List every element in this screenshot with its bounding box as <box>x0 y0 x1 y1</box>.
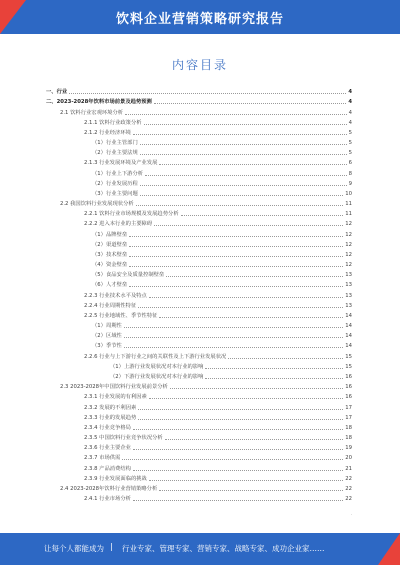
toc-page-number: 21 <box>345 465 352 472</box>
toc-page-number: 9 <box>348 180 352 187</box>
toc-entry-title: 2.3.5 中国饮料行业竞争状况分析 <box>84 435 163 442</box>
toc-entry[interactable] <box>46 319 352 329</box>
toc-entry[interactable] <box>46 116 352 126</box>
footer-separator: | <box>110 542 113 551</box>
toc-entry-title: （6）人才壁垒 <box>92 282 128 289</box>
toc-page-number: 16 <box>345 394 352 401</box>
toc-entry-title: 一、行业 <box>46 89 68 96</box>
toc-leader-dots <box>124 336 343 338</box>
toc-leader-dots <box>138 306 343 308</box>
toc-entry[interactable] <box>46 166 352 176</box>
toc-leader-dots <box>122 458 343 460</box>
toc-entry-title: （3）季节性 <box>92 343 122 350</box>
toc-entry-title: 2.1.1 饮料行业政策分析 <box>84 119 142 126</box>
toc-page-number: 22 <box>345 496 352 503</box>
toc-entry-title: 2.3.8 产品消费结构 <box>84 465 131 472</box>
toc-entry[interactable] <box>46 482 352 492</box>
toc-entry[interactable] <box>46 451 352 461</box>
toc-entry[interactable] <box>46 105 352 115</box>
toc-entry-title: （3）技术壁垒 <box>92 251 128 258</box>
toc-entry[interactable] <box>46 177 352 187</box>
toc-entry[interactable] <box>46 187 352 197</box>
toc-leader-dots <box>140 143 347 145</box>
toc-entry-title: 2.2.3 行业技术水平及特点 <box>84 292 147 299</box>
toc-entry[interactable] <box>46 472 352 482</box>
toc-entry-title: 2.3.4 行业竞争格局 <box>84 424 131 431</box>
toc-entry[interactable] <box>46 136 352 146</box>
toc-page-number: 5 <box>348 150 352 157</box>
toc-page-number: 11 <box>345 201 352 208</box>
toc-page-number: 13 <box>345 292 352 299</box>
toc-entry-title: （3）行业主要问题 <box>92 190 138 197</box>
toc-entry-title: （1）行业上下游分析 <box>92 170 144 177</box>
toc-entry-title: （1）上游行业发展状况对本行业的影响 <box>110 363 204 370</box>
toc-entry-title: （1）周期性 <box>92 323 122 330</box>
toc-page-number: 17 <box>345 404 352 411</box>
toc-entry-title: 2.2.2 进入本行业的主要障碍 <box>84 221 153 228</box>
toc-page-number: 4 <box>348 119 352 126</box>
toc-page-number: 18 <box>345 435 352 442</box>
toc-leader-dots <box>133 428 343 430</box>
toc-leader-dots <box>149 296 343 298</box>
toc-entry[interactable] <box>46 248 352 258</box>
toc-leader-dots <box>165 438 344 440</box>
toc-leader-dots <box>124 346 343 348</box>
toc-entry-title: （5）食品安全及质量控制壁垒 <box>92 272 165 279</box>
toc-leader-dots <box>140 194 344 196</box>
toc-entry-title: 二、2023-2028年饮料市场前景及趋势预测 <box>46 99 152 106</box>
toc-entry-title: 2.2.1 饮料行业市场规模及发展趋势分析 <box>84 211 179 218</box>
toc-leader-dots <box>133 133 347 135</box>
toc-leader-dots <box>125 113 347 115</box>
toc-page-number: 19 <box>345 445 352 452</box>
toc-page-number: 12 <box>345 221 352 228</box>
toc-entry-title: 2.3 2023-2028年中国饮料行业发展前景分析 <box>60 384 168 391</box>
toc-leader-dots <box>205 377 343 379</box>
toc-page-number: 4 <box>348 109 352 116</box>
toc-entry-title: 2.4 2023-2028年饮料行业营销策略分析 <box>60 485 158 492</box>
toc-leader-dots <box>166 275 343 277</box>
toc-entry-title: 2.3.2 发展的不利因素 <box>84 404 137 411</box>
toc-entry-title: （1）品牌壁垒 <box>92 231 128 238</box>
toc-entry-title: 2.3.6 行业主要企业 <box>84 445 131 452</box>
toc-entry[interactable] <box>46 268 352 278</box>
toc-leader-dots <box>159 489 343 491</box>
toc-entry[interactable] <box>46 156 352 166</box>
toc-leader-dots <box>136 204 344 206</box>
toc-page-number: 15 <box>345 363 352 370</box>
toc-page-number: 14 <box>345 343 352 350</box>
toc-entry[interactable] <box>46 146 352 156</box>
toc-entry-title: 2.4.1 行业市场分析 <box>84 496 131 503</box>
toc-leader-dots <box>154 102 346 104</box>
table-of-contents <box>46 85 352 502</box>
toc-leader-dots <box>170 387 343 389</box>
toc-leader-dots <box>129 245 343 247</box>
toc-entry[interactable] <box>46 339 352 349</box>
toc-page-number: 16 <box>345 373 352 380</box>
toc-page-number: 5 <box>348 140 352 147</box>
toc-leader-dots <box>133 448 343 450</box>
toc-entry-title: 2.2 我国饮料行业发展现状分析 <box>60 201 134 208</box>
toc-page-number: 8 <box>348 170 352 177</box>
toc-page-number: 13 <box>345 302 352 309</box>
toc-entry-title: （2）行业发展历程 <box>92 180 138 187</box>
toc-entry[interactable] <box>46 431 352 441</box>
toc-entry-title: 2.3.3 行业的发展趋势 <box>84 414 137 421</box>
toc-entry[interactable] <box>46 217 352 227</box>
toc-page-number: 18 <box>345 424 352 431</box>
header-bar <box>0 0 400 34</box>
document-title: 饮料企业营销策略研究报告 <box>115 12 284 27</box>
toc-entry[interactable] <box>46 207 352 217</box>
toc-entry[interactable] <box>46 329 352 339</box>
toc-leader-dots <box>154 224 343 226</box>
toc-leader-dots <box>145 174 347 176</box>
page-marker: · <box>350 512 352 517</box>
toc-entry[interactable] <box>46 278 352 288</box>
toc-page-number: 13 <box>345 272 352 279</box>
toc-leader-dots <box>159 316 343 318</box>
toc-page-number: 22 <box>345 485 352 492</box>
toc-entry-title: 2.2.5 行业地域性、季节性特征 <box>84 312 158 319</box>
toc-entry[interactable] <box>46 95 352 105</box>
toc-entry[interactable] <box>46 421 352 431</box>
toc-entry[interactable] <box>46 492 352 502</box>
toc-entry-title: （4）资金壁垒 <box>92 262 128 269</box>
toc-entry-title: 2.1 饮料行业宏观环境分析 <box>60 109 124 116</box>
toc-entry-title: （1）行业主管部门 <box>92 140 138 147</box>
toc-entry[interactable] <box>46 197 352 207</box>
toc-entry-title: 2.3.1 行业发展的有利因素 <box>84 394 147 401</box>
toc-leader-dots <box>133 469 343 471</box>
toc-page-number: 5 <box>348 129 352 136</box>
toc-leader-dots <box>129 265 343 267</box>
toc-page-number: 12 <box>345 241 352 248</box>
toc-leader-dots <box>129 255 343 257</box>
toc-leader-dots <box>69 92 346 94</box>
toc-leader-dots <box>181 214 344 216</box>
toc-entry[interactable] <box>46 441 352 451</box>
toc-entry[interactable] <box>46 299 352 309</box>
toc-entry[interactable] <box>46 411 352 421</box>
toc-entry[interactable] <box>46 390 352 400</box>
toc-page-number: 22 <box>345 475 352 482</box>
toc-page-number: 14 <box>345 333 352 340</box>
toc-entry-title: （2）行业主要法规 <box>92 150 138 157</box>
toc-entry[interactable] <box>46 85 352 95</box>
toc-entry[interactable] <box>46 360 352 370</box>
toc-entry[interactable] <box>46 227 352 237</box>
toc-entry[interactable] <box>46 370 352 380</box>
footer-accent-shape <box>378 533 400 565</box>
toc-leader-dots <box>149 397 343 399</box>
toc-entry-title: （2）渠道壁垒 <box>92 241 128 248</box>
toc-entry-title: 2.3.9 行业发展面临的挑战 <box>84 475 147 482</box>
toc-page-number: 11 <box>345 211 352 218</box>
toc-entry-title: 2.1.2 行业经济环境 <box>84 129 131 136</box>
toc-entry[interactable] <box>46 258 352 268</box>
toc-leader-dots <box>124 326 343 328</box>
footer-roles: 行业专家、管理专家、营销专家、战略专家、成功企业家…… <box>122 544 325 553</box>
toc-entry-title: 2.2.4 行业周期性特征 <box>84 302 137 309</box>
toc-page-number: 10 <box>345 190 352 197</box>
toc-page-number: 20 <box>345 455 352 462</box>
toc-entry[interactable] <box>46 309 352 319</box>
toc-entry[interactable] <box>46 288 352 298</box>
toc-entry[interactable] <box>46 126 352 136</box>
toc-entry-title: （2）下游行业发展状况对本行业的影响 <box>110 373 204 380</box>
toc-leader-dots <box>133 499 343 501</box>
toc-entry-title: 2.3.7 市场供需 <box>84 455 121 462</box>
toc-page-number: 14 <box>345 312 352 319</box>
toc-page-number: 17 <box>345 414 352 421</box>
toc-page-number: 4 <box>348 89 352 96</box>
toc-page-number: 6 <box>348 160 352 167</box>
toc-leader-dots <box>129 285 343 287</box>
toc-entry-title: 2.1.3 行业发展环境及产业发展 <box>84 160 158 167</box>
toc-heading: 内容目录 <box>171 58 228 72</box>
toc-entry[interactable] <box>46 380 352 390</box>
toc-page-number: 4 <box>348 99 352 106</box>
toc-entry-title: 2.2.6 行业与上下游行业之间的关联性及上下游行业发展状况 <box>84 353 227 360</box>
toc-leader-dots <box>159 163 346 165</box>
toc-leader-dots <box>140 153 347 155</box>
toc-page-number: 15 <box>345 353 352 360</box>
toc-page-number: 16 <box>345 384 352 391</box>
toc-page-number: 12 <box>345 231 352 238</box>
toc-leader-dots <box>129 235 343 237</box>
toc-entry[interactable] <box>46 400 352 410</box>
toc-entry-title: （2）区域性 <box>92 333 122 340</box>
toc-entry[interactable] <box>46 461 352 471</box>
toc-leader-dots <box>138 418 343 420</box>
toc-leader-dots <box>205 367 343 369</box>
toc-page-number: 12 <box>345 262 352 269</box>
toc-entry[interactable] <box>46 349 352 359</box>
toc-leader-dots <box>228 357 343 359</box>
toc-leader-dots <box>144 123 347 125</box>
toc-entry[interactable] <box>46 238 352 248</box>
toc-page-number: 13 <box>345 282 352 289</box>
footer-slogan: 让每个人都能成为 <box>44 544 104 553</box>
footer-bar <box>0 533 400 565</box>
toc-leader-dots <box>138 408 343 410</box>
toc-leader-dots <box>149 479 343 481</box>
toc-page-number: 14 <box>345 323 352 330</box>
toc-page-number: 12 <box>345 251 352 258</box>
toc-leader-dots <box>140 184 347 186</box>
